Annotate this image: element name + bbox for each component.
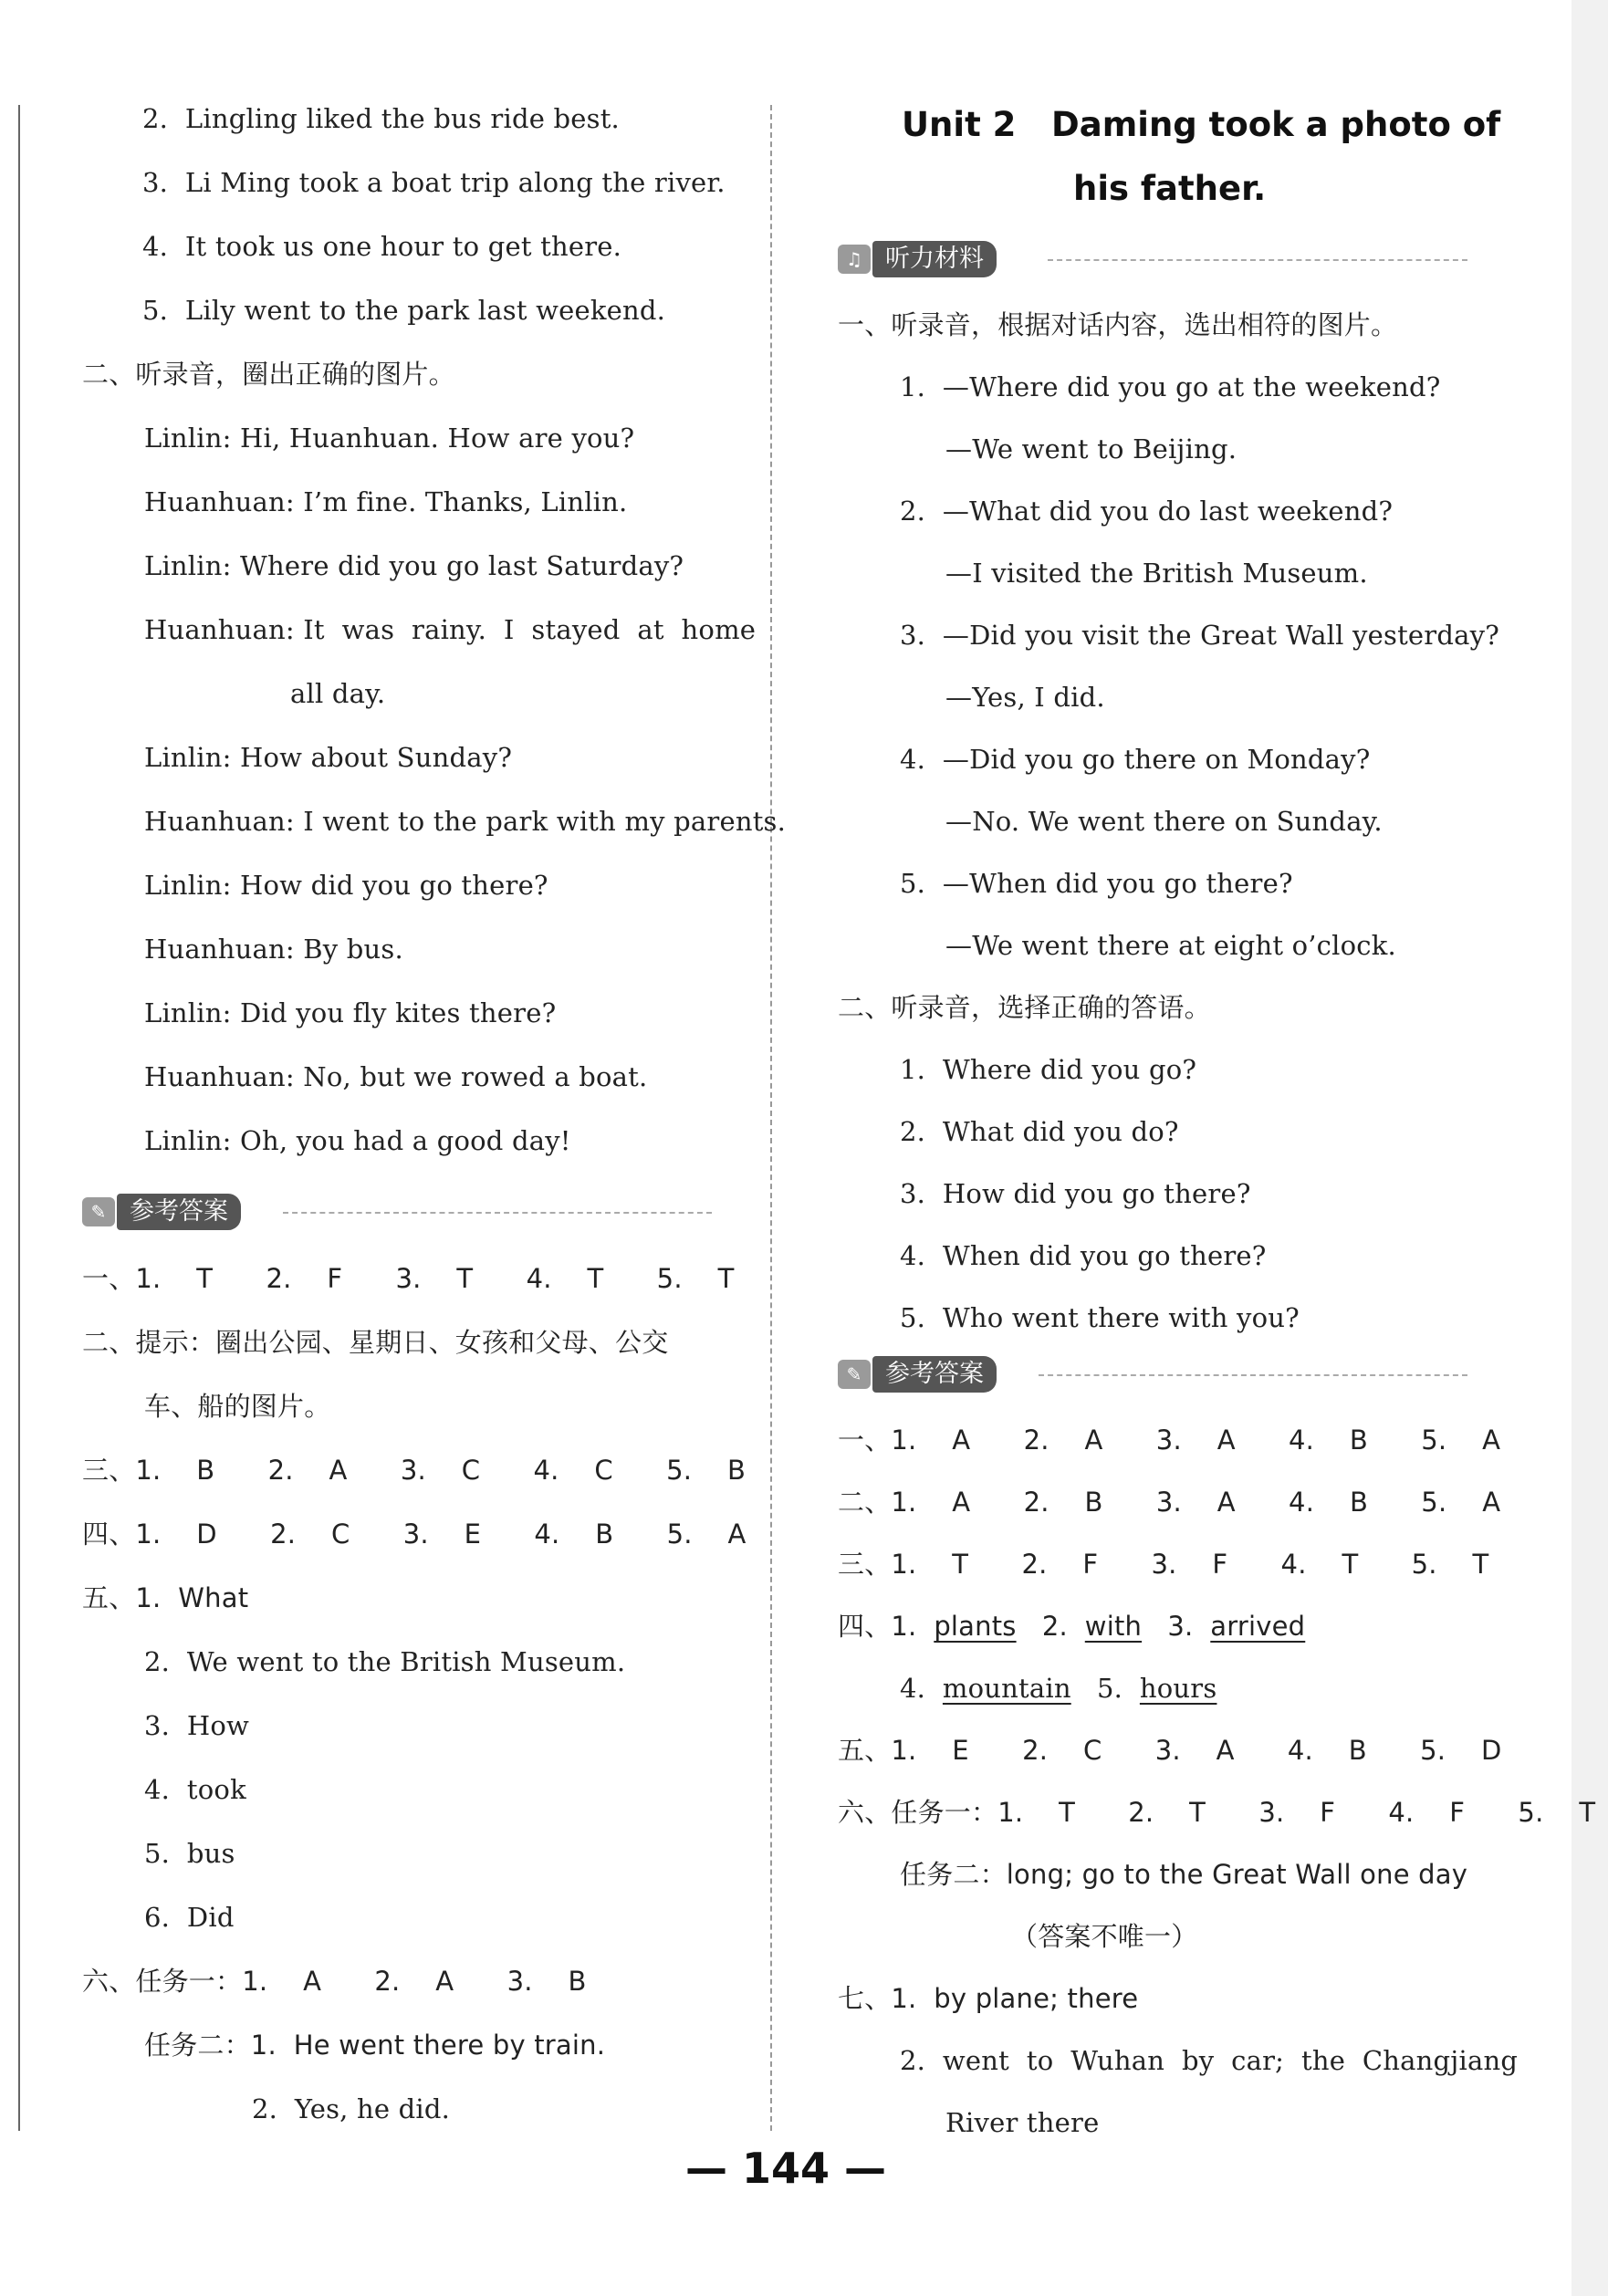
part1-line: 5. —When did you go there?	[900, 868, 1293, 899]
answer-line: 三、1. T 2. F 3. F 4. T 5. T	[838, 1549, 1489, 1580]
part1-line: 1. —Where did you go at the weekend?	[900, 371, 1441, 402]
headphones-icon: ♫	[838, 245, 871, 274]
blank-answer: arrived	[1210, 1611, 1306, 1642]
answer-book-icon: ✎	[838, 1360, 871, 1389]
listening-line: 4. It took us one hour to get there.	[142, 231, 622, 262]
dashed-rule	[283, 1212, 712, 1214]
dialogue-line: Huanhuan: I went to the park with my parents.	[144, 806, 787, 837]
answer-line: 6. Did	[144, 1902, 235, 1933]
answer-number: 2.	[1016, 1611, 1085, 1642]
dashed-rule	[1039, 1374, 1467, 1376]
answer-line: 二、1. A 2. B 3. A 4. B 5. A	[838, 1487, 1501, 1518]
dialogue-line: Huanhuan: I’m fine. Thanks, Linlin.	[144, 486, 628, 517]
answer-line: 2. Yes, he did.	[252, 2093, 451, 2124]
dialogue-line: Linlin: Oh, you had a good day!	[144, 1125, 571, 1156]
part1-line: —No. We went there on Sunday.	[945, 806, 1383, 837]
answer-line: 2. went to Wuhan by car; the Changjiang	[900, 2045, 1519, 2076]
answer-badge: 参考答案	[117, 1194, 241, 1230]
dialogue-line: Huanhuan: By bus.	[144, 934, 403, 965]
dashed-rule	[1048, 259, 1467, 261]
listening-section-header	[838, 239, 1467, 279]
answer-number: 4.	[900, 1673, 943, 1704]
answer-section-header	[82, 1192, 712, 1232]
answer-line-fill-blanks	[900, 1670, 1216, 1706]
answer-line: 二、提示：圈出公园、星期日、女孩和父母、公交	[82, 1327, 669, 1358]
blank-answer: mountain	[942, 1673, 1071, 1704]
answer-badge: 参考答案	[872, 1356, 997, 1393]
dialogue-line: Linlin: How did you go there?	[144, 870, 548, 901]
page-edge-shadow	[1571, 0, 1608, 2296]
part2-line: 5. Who went there with you?	[900, 1302, 1300, 1333]
answer-line-fill-blanks	[838, 1608, 1305, 1644]
page-number: — 144 —	[684, 2144, 887, 2193]
part1-line: —Yes, I did.	[945, 682, 1105, 713]
answer-line: 2. We went to the British Museum.	[144, 1646, 626, 1677]
answer-line: 五、1. E 2. C 3. A 4. B 5. D	[838, 1735, 1502, 1766]
answer-line: 四、1. D 2. C 3. E 4. B 5. A	[82, 1518, 747, 1550]
part2-line: 1. Where did you go?	[900, 1054, 1197, 1085]
listening-line: 5. Lily went to the park last weekend.	[142, 295, 666, 326]
listening-badge: 听力材料	[872, 241, 997, 277]
answer-line: 车、船的图片。	[144, 1391, 331, 1422]
answer-line: 任务二：long; go to the Great Wall one day	[900, 1859, 1468, 1890]
listening-line: 3. Li Ming took a boat trip along the river.	[142, 167, 726, 198]
part1-line: 2. —What did you do last weekend?	[900, 496, 1394, 527]
part2-heading: 二、听录音，选择正确的答语。	[838, 992, 1211, 1023]
dialogue-line: Linlin: How about Sunday?	[144, 742, 513, 773]
part1-line: 3. —Did you visit the Great Wall yesterday?	[900, 620, 1499, 651]
answer-note: （答案不唯一）	[1011, 1921, 1198, 1952]
left-margin-rule	[18, 105, 20, 2131]
answer-line: 3. How	[144, 1710, 250, 1741]
unit-title: Unit 2 Daming took a photo of	[902, 105, 1501, 144]
part2-heading: 二、听录音，圈出正确的图片。	[82, 359, 455, 390]
dialogue-line: Huanhuan: It was rainy. I stayed at home	[144, 614, 757, 645]
dialogue-line: Huanhuan: No, but we rowed a boat.	[144, 1061, 648, 1092]
answer-line: 六、任务一：1. T 2. T 3. F 4. F 5. T	[838, 1797, 1596, 1828]
blank-answer: hours	[1139, 1673, 1217, 1704]
answer-line: 一、1. A 2. A 3. A 4. B 5. A	[838, 1425, 1501, 1456]
part1-line: —We went to Beijing.	[945, 433, 1237, 464]
dialogue-line: Linlin: Hi, Huanhuan. How are you?	[144, 423, 635, 454]
unit-title-cont: his father.	[1073, 169, 1267, 208]
part1-line: —We went there at eight o’clock.	[945, 930, 1396, 961]
dialogue-line: all day.	[290, 678, 386, 709]
column-divider	[770, 105, 772, 2131]
part1-heading: 一、听录音，根据对话内容，选出相符的图片。	[838, 309, 1398, 340]
part2-line: 2. What did you do?	[900, 1116, 1179, 1147]
dialogue-line: Linlin: Did you fly kites there?	[144, 997, 557, 1028]
part2-line: 4. When did you go there?	[900, 1240, 1267, 1271]
answer-line: 任务二：1. He went there by train.	[144, 2030, 606, 2061]
blank-answer: with	[1084, 1611, 1143, 1642]
answer-prefix: 四、1.	[838, 1611, 935, 1642]
answer-line: River there	[945, 2107, 1100, 2138]
answer-line: 七、1. by plane; there	[838, 1983, 1139, 2014]
listening-line: 2. Lingling liked the bus ride best.	[142, 103, 620, 134]
answer-book-icon: ✎	[82, 1197, 115, 1226]
answer-number: 5.	[1070, 1673, 1140, 1704]
answer-line: 三、1. B 2. A 3. C 4. C 5. B	[82, 1455, 747, 1486]
answer-line: 五、1. What	[82, 1582, 249, 1613]
answer-section-header	[838, 1354, 1467, 1394]
part2-line: 3. How did you go there?	[900, 1178, 1251, 1209]
dialogue-line: Linlin: Where did you go last Saturday?	[144, 550, 684, 581]
answer-line: 一、1. T 2. F 3. T 4. T 5. T	[82, 1263, 735, 1294]
part1-line: —I visited the British Museum.	[945, 558, 1368, 589]
answer-line: 5. bus	[144, 1838, 235, 1869]
part1-line: 4. —Did you go there on Monday?	[900, 744, 1371, 775]
answer-number: 3.	[1142, 1611, 1211, 1642]
blank-answer: plants	[934, 1611, 1017, 1642]
answer-line: 4. took	[144, 1774, 246, 1805]
answer-line: 六、任务一：1. A 2. A 3. B	[82, 1966, 587, 1997]
